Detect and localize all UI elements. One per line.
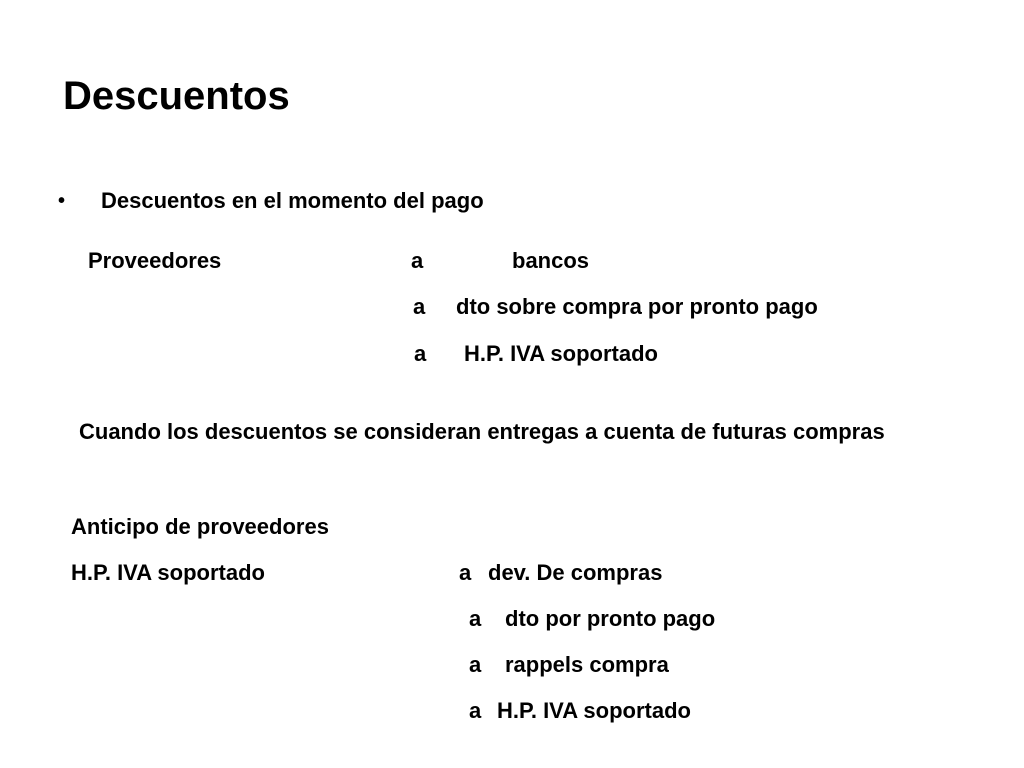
entry2-debit-account-1: Anticipo de proveedores	[71, 514, 329, 539]
slide-title: Descuentos	[63, 74, 290, 118]
entry2-line1-account: dev. De compras	[488, 560, 663, 585]
entry2-line3-a: a	[469, 652, 482, 677]
entry2-line1-a: a	[459, 560, 472, 585]
entry1-line2-a: a	[413, 294, 426, 319]
entry1-line3-a: a	[414, 341, 427, 366]
note-paragraph: Cuando los descuentos se consideran entregas a cuenta de futuras compras	[79, 419, 885, 444]
entry1-line3-account: H.P. IVA soportado	[464, 341, 658, 366]
entry1-line1-a: a	[411, 248, 424, 273]
entry2-line4-a: a	[469, 698, 482, 723]
entry1-line2-account: dto sobre compra por pronto pago	[456, 294, 818, 319]
entry1-line1-account: bancos	[512, 248, 590, 273]
entry2-line4-account: H.P. IVA soportado	[497, 698, 691, 723]
bullet-marker: •	[58, 190, 66, 212]
entry1-debit-account: Proveedores	[88, 248, 222, 273]
entry2-line2-a: a	[469, 606, 482, 631]
bullet-text: Descuentos en el momento del pago	[101, 188, 484, 213]
entry2-line3-account: rappels compra	[505, 652, 669, 677]
entry2-line2-account: dto por pronto pago	[505, 606, 716, 631]
entry2-debit-account-2: H.P. IVA soportado	[71, 560, 265, 585]
